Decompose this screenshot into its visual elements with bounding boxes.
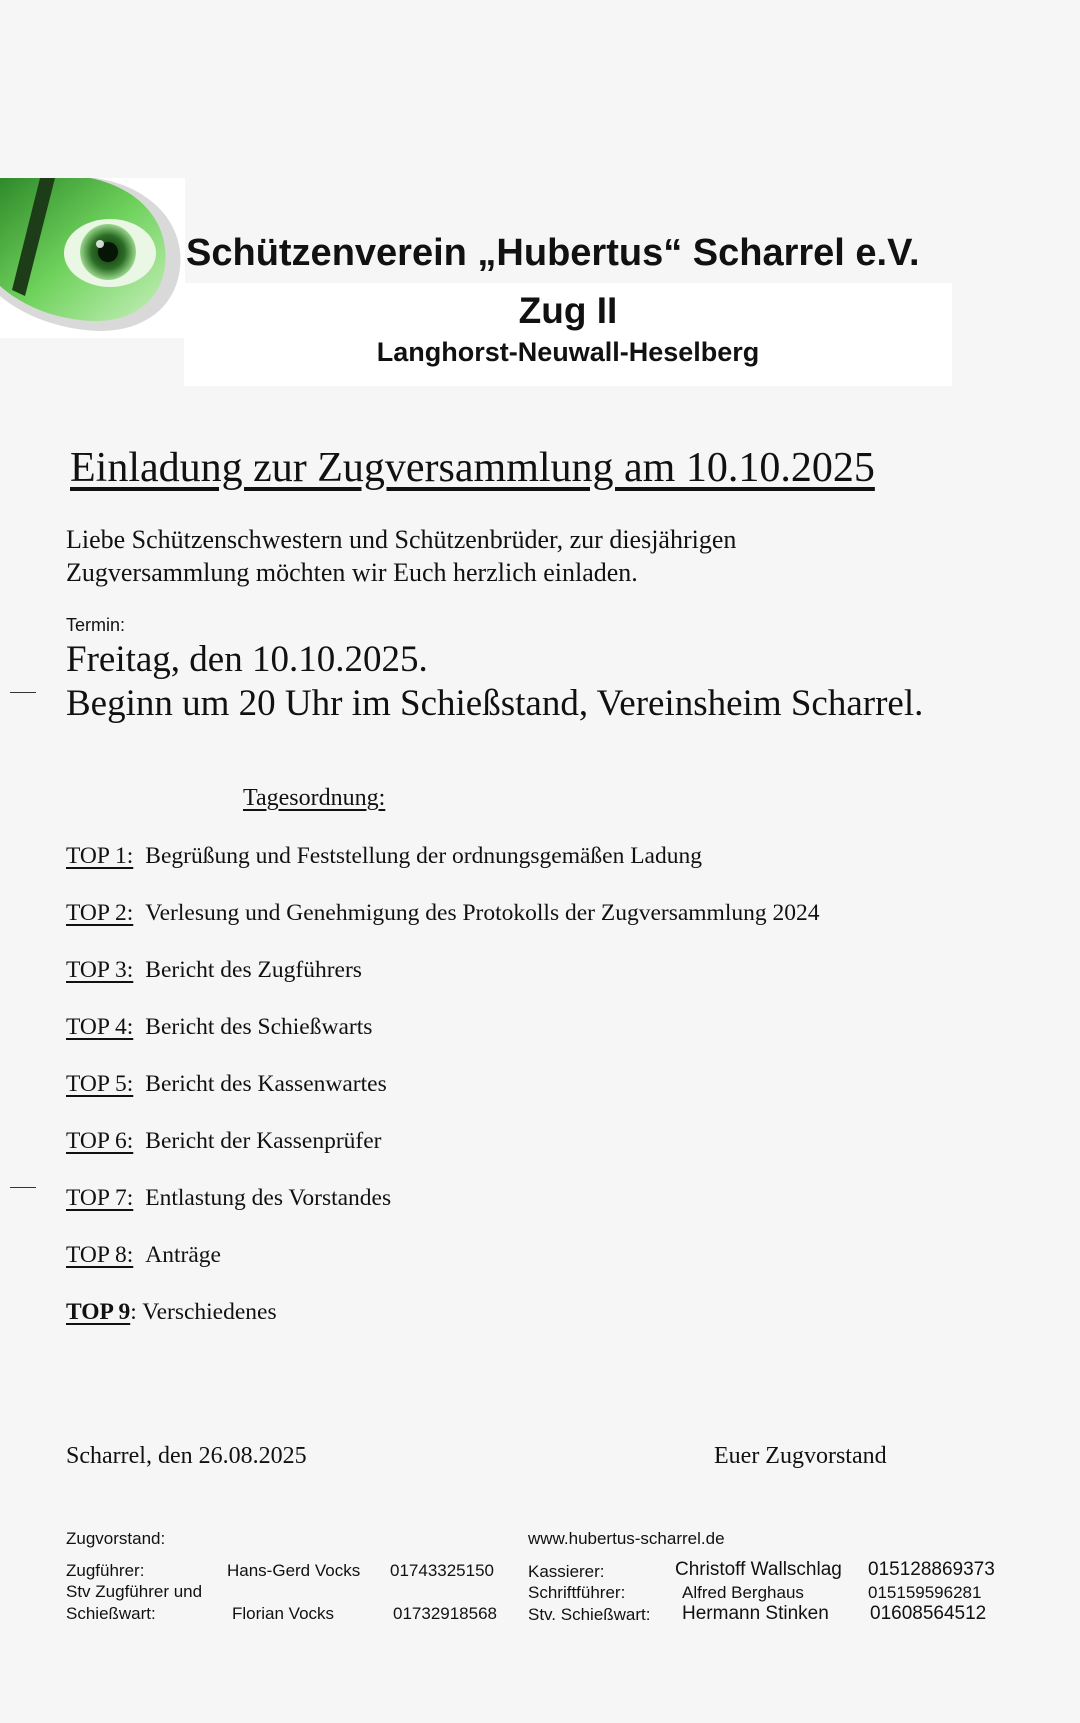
- agenda-item: [66, 1014, 372, 1041]
- club-name: Schützenverein „Hubertus“ Scharrel e.V.: [186, 232, 920, 274]
- kassierer-name: Christoff Wallschlag: [675, 1559, 842, 1580]
- website-link[interactable]: www.hubertus-scharrel.de: [528, 1529, 725, 1548]
- schriftfuehrer-phone: 015159596281: [868, 1583, 982, 1602]
- agenda-item-number: TOP 9: [66, 1299, 131, 1325]
- stv-schiesswart-name: Hermann Stinken: [682, 1603, 829, 1624]
- invitation-title: Einladung zur Zugversammlung am 10.10.2025: [70, 445, 875, 491]
- agenda-item-text: Bericht des Schießwarts: [145, 1014, 373, 1040]
- agenda-item-number: TOP 1:: [66, 843, 134, 869]
- schriftfuehrer-name: Alfred Berghaus: [682, 1583, 804, 1602]
- termin-begin: Beginn um 20 Uhr im Schießstand, Vereinsheim Scharrel.: [66, 683, 924, 724]
- eye-logo-icon: [0, 178, 185, 338]
- signature: Euer Zugvorstand: [714, 1443, 887, 1469]
- zug-places: Langhorst-Neuwall-Heselberg: [376, 337, 760, 367]
- agenda-item-number: TOP 2:: [66, 900, 134, 926]
- agenda-item-text: Verschiedenes: [136, 1299, 277, 1325]
- schriftfuehrer-role: Schriftführer:: [528, 1583, 626, 1602]
- agenda-heading: Tagesordnung:: [243, 785, 386, 811]
- agenda-item: [66, 1242, 221, 1269]
- agenda-item-text: Bericht der Kassenprüfer: [145, 1128, 382, 1154]
- agenda-item: [66, 843, 702, 870]
- stv-phone: 01732918568: [393, 1604, 498, 1623]
- zugfuehrer-role: Zugführer:: [66, 1561, 145, 1580]
- agenda-item: [66, 1185, 391, 1212]
- fold-mark: [10, 1187, 36, 1188]
- greeting-text: [66, 523, 966, 589]
- zugfuehrer-name: Hans-Gerd Vocks: [227, 1561, 361, 1580]
- greeting-line-1: Liebe Schützenschwestern und Schützenbrüder, zur diesjährigen: [66, 525, 737, 554]
- stv-schiesswart-phone: 01608564512: [870, 1603, 987, 1624]
- agenda-item: [66, 1071, 387, 1098]
- termin-label: Termin:: [66, 615, 126, 635]
- termin-date: Freitag, den 10.10.2025.: [66, 639, 428, 680]
- agenda-item-separator: :: [130, 1299, 137, 1325]
- agenda-item: [66, 1128, 381, 1155]
- agenda-item-number: TOP 5:: [66, 1071, 134, 1097]
- agenda-item-number: TOP 6:: [66, 1128, 134, 1154]
- stv-schiesswart-role: Stv. Schießwart:: [528, 1605, 651, 1624]
- agenda-item-text: Bericht des Zugführers: [145, 957, 362, 983]
- agenda-item-number: TOP 4:: [66, 1014, 134, 1040]
- kassierer-role: Kassierer:: [528, 1562, 605, 1581]
- agenda-item-text: Bericht des Kassenwartes: [145, 1071, 387, 1097]
- board-label: Zugvorstand:: [66, 1529, 166, 1548]
- termin-block: [66, 638, 1066, 726]
- club-logo: [0, 178, 185, 338]
- agenda-item-text: Verlesung und Genehmigung des Protokolls der Zugversammlung 2024: [145, 900, 820, 926]
- agenda-item-text: Entlastung des Vorstandes: [145, 1185, 392, 1211]
- fold-mark: [10, 692, 36, 693]
- kassierer-phone: 015128869373: [868, 1559, 995, 1580]
- agenda-item-number: TOP 7:: [66, 1185, 134, 1211]
- agenda-item: [66, 1299, 277, 1326]
- zugfuehrer-phone: 01743325150: [390, 1561, 495, 1580]
- agenda-item: [66, 957, 362, 984]
- agenda-item-text: Anträge: [145, 1242, 221, 1268]
- zug-title: Zug II: [518, 290, 618, 331]
- stv-role-line-1: Stv Zugführer und: [66, 1582, 203, 1601]
- agenda-item-number: TOP 8:: [66, 1242, 134, 1268]
- place-date: Scharrel, den 26.08.2025: [66, 1443, 307, 1469]
- agenda-item-number: TOP 3:: [66, 957, 134, 983]
- stv-name: Florian Vocks: [232, 1604, 335, 1623]
- stv-role-line-2: Schießwart:: [66, 1604, 156, 1623]
- greeting-line-2: Zugversammlung möchten wir Euch herzlich einladen.: [66, 558, 638, 587]
- agenda-item-text: Begrüßung und Feststellung der ordnungsgemäßen Ladung: [145, 843, 702, 869]
- agenda-item: [66, 900, 820, 927]
